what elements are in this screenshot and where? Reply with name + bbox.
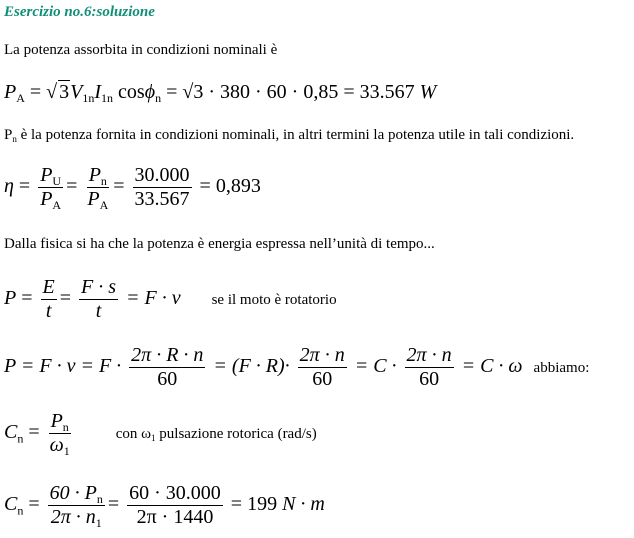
pn-subscript-eq5: n [62,420,69,435]
energy-symbol: E [42,276,55,298]
fraction-60pn-2pin1 [48,482,105,529]
numeric-expansion: = √3 · 380 · 60 · 0,85 = 33.567 [166,81,415,103]
intro-paragraph: La potenza assorbita in condizioni nominali è [4,42,278,58]
time-symbol-2: t [95,300,102,322]
cn-subscript-eq6: n [17,503,24,518]
abbiamo-note: abbiamo: [533,360,590,377]
fraction-e-t [41,276,57,323]
cos-function: cos [118,81,145,103]
cn-symbol-eq6: C [4,493,18,516]
watt-unit: W [419,81,437,103]
equation-torque-result: $C_n$ = $\frac{60 \cdot P_n}{2\pi \cdot n_1}$ = $\frac{60 \cdot 30.000}{2\pi \cdot 1440}$ = 199 N · m [4,482,325,531]
derivation-end: = C · ω [461,355,523,378]
pn-num-symbol: P [88,164,101,186]
fraction-2pirn-60 [129,344,205,391]
pa-den-subscript: A [99,198,109,213]
fraction-pu-pa [38,164,63,211]
pa-den-symbol: P [87,188,100,210]
force-velocity: = F · v [126,287,181,310]
voltage-symbol: V [70,81,83,103]
physics-paragraph: Dalla fisica si ha che la potenza è energia espressa nell’unità di tempo... [4,236,435,252]
derivation-c: = C · [354,355,397,378]
page-title: Esercizio no.6:soluzione [4,4,155,20]
pn-symbol: P [4,127,13,143]
fraction-pn-pa [85,164,110,211]
equation-rated-torque: $C_n$ = $\frac{P_n}{\omega_1}$ con $\omega_1$ pulsazione rotorica (rad/s) [4,410,317,459]
voltage-subscript: 1n [82,91,95,106]
force-distance: F · s [81,276,116,298]
fraction-numeric [133,164,192,211]
pu-symbol: P [40,164,53,186]
omega-note-text: pulsazione rotorica (rad/s) [155,426,317,443]
fraction2-denominator: 60 [312,368,333,390]
fraction-2pin-60-b [405,344,454,391]
sqrt-radicand: 3 [59,81,70,103]
pn-subscript: n [12,134,17,145]
time-symbol: t [45,300,52,322]
fraction-2pin1-denominator: 2π · n [50,506,96,528]
fraction-60pn-numerator-subscript: n [96,492,103,507]
torque-result: = 199 [230,493,278,516]
fraction-pn-omega [48,410,72,457]
pn-num-subscript: n [100,174,107,189]
fraction-fs-t [79,276,118,323]
cn-subscript: n [17,431,24,446]
fraction2-numerator: 2π · n [299,344,345,366]
torque-unit: N · m [282,493,325,516]
omega-note-subscript: 1 [151,433,156,444]
torque-numerator: 60 · 30.000 [129,482,221,504]
equation-absorbed-power: $P_A$ = √ $3V_{1n}I_{1n}$ cosϕ$_n$ = √3 · 380 · 60 · 0,85 = 33.567 W [4,81,437,106]
fraction-numerator: 30.000 [134,164,190,186]
derivation-mid: = (F · R)· [213,355,290,378]
pu-subscript: U [52,174,62,189]
fraction-2pin1-denominator-subscript: 1 [95,516,102,531]
power-subscript: A [16,91,25,106]
sqrt-sign: √ [46,81,58,103]
fraction3-numerator: 2π · n [406,344,452,366]
p-symbol: P [4,287,17,310]
current-symbol: I [94,81,102,103]
equation-power-energy: P = $\frac{E}{t}$ = $\frac{F \cdot s}{t}$ = F · v se il moto è rotatorio [4,276,337,322]
fraction-denominator: 33.567 [134,188,190,210]
fraction-numeric-torque [127,482,223,529]
derivation-start: P = F · v = F · [4,355,122,378]
rotary-note: se il moto è rotatorio [211,292,337,309]
equation-efficiency: η = $\frac{P_U}{P_A}$ = $\frac{P_n}{P_A}$ = $\frac{30.000}{33.567}$ = 0,893 [4,164,261,213]
power-symbol: P [4,81,17,103]
fraction1-denominator: 60 [157,368,178,390]
current-subscript: 1n [101,91,114,106]
pa-subscript: A [52,198,62,213]
omega-note [116,426,317,442]
fraction-60pn-numerator: 60 · P [49,482,97,504]
cn-symbol: C [4,421,18,444]
torque-denominator: 2π · 1440 [136,506,214,528]
fraction3-denominator: 60 [419,368,440,390]
pn-symbol-eq5: P [50,410,63,432]
pa-symbol: P [40,188,53,210]
omega-subscript: 1 [63,444,70,459]
phi-symbol: ϕ [144,81,156,103]
omega-note-prefix: con ω [115,426,152,443]
fraction-2pin-60-a [298,344,347,391]
omega-symbol: ω [49,434,64,456]
fraction1-numerator: 2π · R · n [131,344,204,366]
eta-symbol: η [4,175,14,198]
rated-power-text: è la potenza fornita in condizioni nominali, in altri termini la potenza utile in tali condizioni. [16,127,575,143]
equation-torque-derivation [4,344,589,391]
phi-subscript: n [155,91,162,106]
rated-power-paragraph [4,127,574,144]
efficiency-result: = 0,893 [199,175,261,198]
